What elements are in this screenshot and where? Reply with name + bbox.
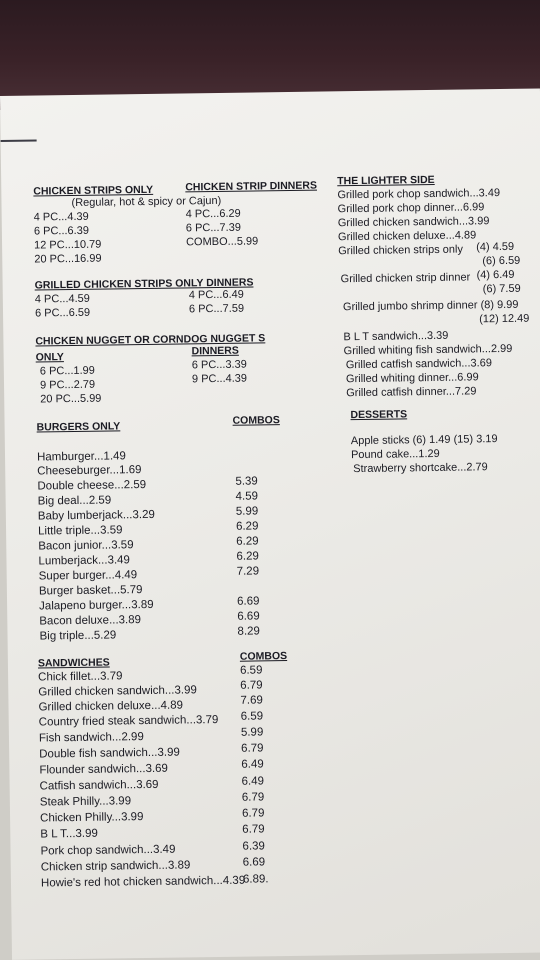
- nuggets-dinner-item: 6 PC...3.39: [191, 358, 247, 372]
- sandwich-item: Country fried steak sandwich...3.79: [38, 714, 219, 729]
- grilled-strips-item: 4 PC...4.59: [34, 292, 90, 306]
- lighter-side-price: (4) 6.49: [476, 268, 515, 282]
- sandwich-item: Fish sandwich...2.99: [38, 731, 144, 745]
- burger-combo-price: 6.29: [236, 535, 259, 548]
- dessert-item: Pound cake...1.29: [350, 447, 440, 462]
- chicken-strips-note: (Regular, hot & spicy or Cajun): [71, 194, 222, 210]
- sandwiches-heading: SANDWICHES: [37, 656, 110, 670]
- burger-combo-price: 8.29: [237, 625, 260, 638]
- sandwich-combo-price: 7.69: [240, 694, 263, 707]
- lighter-side-price: (6) 7.59: [482, 282, 521, 296]
- chicken-strips-item: 20 PC...16.99: [34, 252, 102, 266]
- pen-mark: [1, 139, 37, 142]
- nuggets-dinners-label: DINNERS: [191, 344, 239, 358]
- burger-item: Jalapeno burger...3.89: [39, 598, 154, 613]
- burger-item: Baby lumberjack...3.29: [37, 508, 155, 523]
- burger-combo-price: 6.29: [235, 520, 259, 533]
- chicken-strip-dinner-item: 4 PC...6.29: [185, 207, 241, 221]
- burgers-combos-heading: COMBOS: [232, 414, 280, 427]
- sandwich-combo-price: 6.79: [241, 742, 264, 755]
- sandwich-combo-price: 6.39: [242, 840, 265, 853]
- grilled-strips-dinner-item: 4 PC...6.49: [188, 288, 244, 302]
- lighter-side-item: Grilled whiting fish sandwich...2.99: [343, 342, 513, 358]
- lighter-side-item: Grilled jumbo shrimp dinner (8) 9.99: [342, 298, 519, 314]
- sandwich-item: Howie's red hot chicken sandwich...4.39: [40, 874, 246, 890]
- sandwich-combo-price: 5.99: [240, 726, 264, 739]
- grilled-strips-item: 6 PC...6.59: [34, 306, 91, 320]
- lighter-side-price: (6) 6.59: [482, 254, 521, 268]
- lighter-side-item: Grilled pork chop dinner...6.99: [337, 201, 485, 216]
- lighter-side-item: B L T sandwich...3.39: [343, 329, 449, 344]
- sandwich-combo-price: 6.79: [241, 791, 265, 804]
- nuggets-item: 6 PC...1.99: [39, 364, 95, 378]
- sandwich-item: B L T...3.99: [40, 827, 98, 841]
- burger-item: Big deal...2.59: [37, 494, 112, 508]
- desserts-heading: DESSERTS: [350, 408, 408, 422]
- nuggets-item: 20 PC...5.99: [40, 392, 102, 406]
- sandwich-combo-price: 6.49: [241, 775, 265, 788]
- burger-item: Cheeseburger...1.69: [37, 464, 142, 478]
- nuggets-heading: CHICKEN NUGGET OR CORNDOG NUGGET S: [35, 332, 266, 348]
- burger-item: Double cheese...2.59: [37, 478, 147, 493]
- burger-combo-price: 6.29: [236, 550, 259, 563]
- sandwich-combo-price: 6.59: [239, 664, 263, 677]
- burger-item: Super burger...4.49: [38, 569, 138, 583]
- grilled-strips-dinner-item: 6 PC...7.59: [188, 302, 245, 316]
- sandwich-combo-price: 6.59: [240, 710, 264, 723]
- sandwich-item: Chicken strip sandwich...3.89: [40, 859, 191, 874]
- lighter-side-item: Grilled catfish sandwich...3.69: [345, 357, 493, 372]
- lighter-side-heading: THE LIGHTER SIDE: [337, 173, 435, 188]
- burger-item: Burger basket...5.79: [38, 584, 143, 598]
- lighter-side-item: Grilled chicken strip dinner: [340, 271, 471, 286]
- sandwich-item: Double fish sandwich...3.99: [39, 746, 180, 761]
- chicken-strip-dinner-item: 6 PC...7.39: [185, 221, 241, 235]
- chicken-strip-dinners-heading: CHICKEN STRIP DINNERS: [185, 179, 318, 194]
- burger-combo-price: 6.69: [237, 595, 260, 608]
- lighter-side-item: Grilled pork chop sandwich...3.49: [337, 187, 501, 202]
- chicken-strips-item: 4 PC...4.39: [33, 210, 89, 224]
- chicken-strip-dinner-item: COMBO...5.99: [185, 235, 259, 249]
- burger-item: Little triple...3.59: [38, 524, 123, 538]
- chicken-strips-item: 6 PC...6.39: [33, 224, 90, 238]
- chicken-strips-heading: CHICKEN STRIPS ONLY: [33, 183, 154, 198]
- sandwich-item: Chick fillet...3.79: [38, 670, 123, 684]
- burger-combo-price: 4.59: [235, 490, 259, 503]
- sandwich-combo-price: 6.69: [242, 856, 266, 869]
- dessert-item: Strawberry shortcake...2.79: [353, 461, 488, 476]
- burger-item: Hamburger...1.49: [36, 450, 126, 464]
- sandwich-item: Pork chop sandwich...3.49: [40, 843, 176, 858]
- grilled-strips-heading: GRILLED CHICKEN STRIPS ONLY DINNERS: [34, 276, 254, 292]
- sandwich-item: Chicken Philly...3.99: [40, 811, 144, 825]
- lighter-side-item: Grilled chicken sandwich...3.99: [337, 215, 490, 230]
- burger-item: Big triple...5.29: [39, 629, 117, 643]
- sandwich-item: Flounder sandwich...3.69: [39, 762, 168, 777]
- sandwich-combo-price: 6.89.: [242, 873, 269, 886]
- burger-item: Bacon junior...3.59: [38, 539, 134, 553]
- sandwich-combo-price: 6.49: [241, 758, 264, 771]
- lighter-side-item: Grilled catfish dinner...7.29: [346, 385, 477, 400]
- lighter-side-price: (12) 12.49: [479, 312, 530, 326]
- sandwich-combo-price: 6.79: [240, 679, 263, 692]
- dessert-item: Apple sticks (6) 1.49 (15) 3.19: [350, 433, 498, 448]
- burger-combo-price: 6.69: [237, 610, 260, 623]
- burger-combo-price: 5.39: [235, 475, 258, 488]
- sandwiches-combos-heading: COMBOS: [239, 650, 288, 663]
- sandwich-combo-price: 6.79: [242, 823, 265, 836]
- sandwich-item: Grilled chicken sandwich...3.99: [38, 684, 197, 699]
- sandwich-item: Grilled chicken deluxe...4.89: [38, 699, 184, 714]
- chicken-strips-item: 12 PC...10.79: [34, 238, 102, 252]
- nuggets-dinner-item: 9 PC...4.39: [191, 372, 248, 386]
- burger-combo-price: 5.99: [235, 505, 259, 518]
- sandwich-combo-price: 6.79: [241, 807, 265, 820]
- sandwich-item: Steak Philly...3.99: [39, 795, 132, 809]
- burger-item: Lumberjack...3.49: [38, 554, 131, 568]
- lighter-side-item: Grilled chicken strips only: [338, 243, 463, 258]
- burger-combo-price: 7.29: [236, 565, 260, 578]
- lighter-side-item: Grilled whiting dinner...6.99: [345, 371, 479, 386]
- lighter-side-price: (4) 4.59: [476, 240, 515, 254]
- burgers-heading: BURGERS ONLY: [36, 420, 121, 434]
- burger-item: Bacon deluxe...3.89: [39, 614, 142, 628]
- nuggets-only-label: ONLY: [35, 351, 64, 364]
- nuggets-item: 9 PC...2.79: [39, 378, 96, 392]
- lighter-side-item: Grilled chicken deluxe...4.89: [337, 229, 477, 244]
- sandwich-item: Catfish sandwich...3.69: [39, 778, 159, 793]
- menu-sheet: [0, 88, 540, 959]
